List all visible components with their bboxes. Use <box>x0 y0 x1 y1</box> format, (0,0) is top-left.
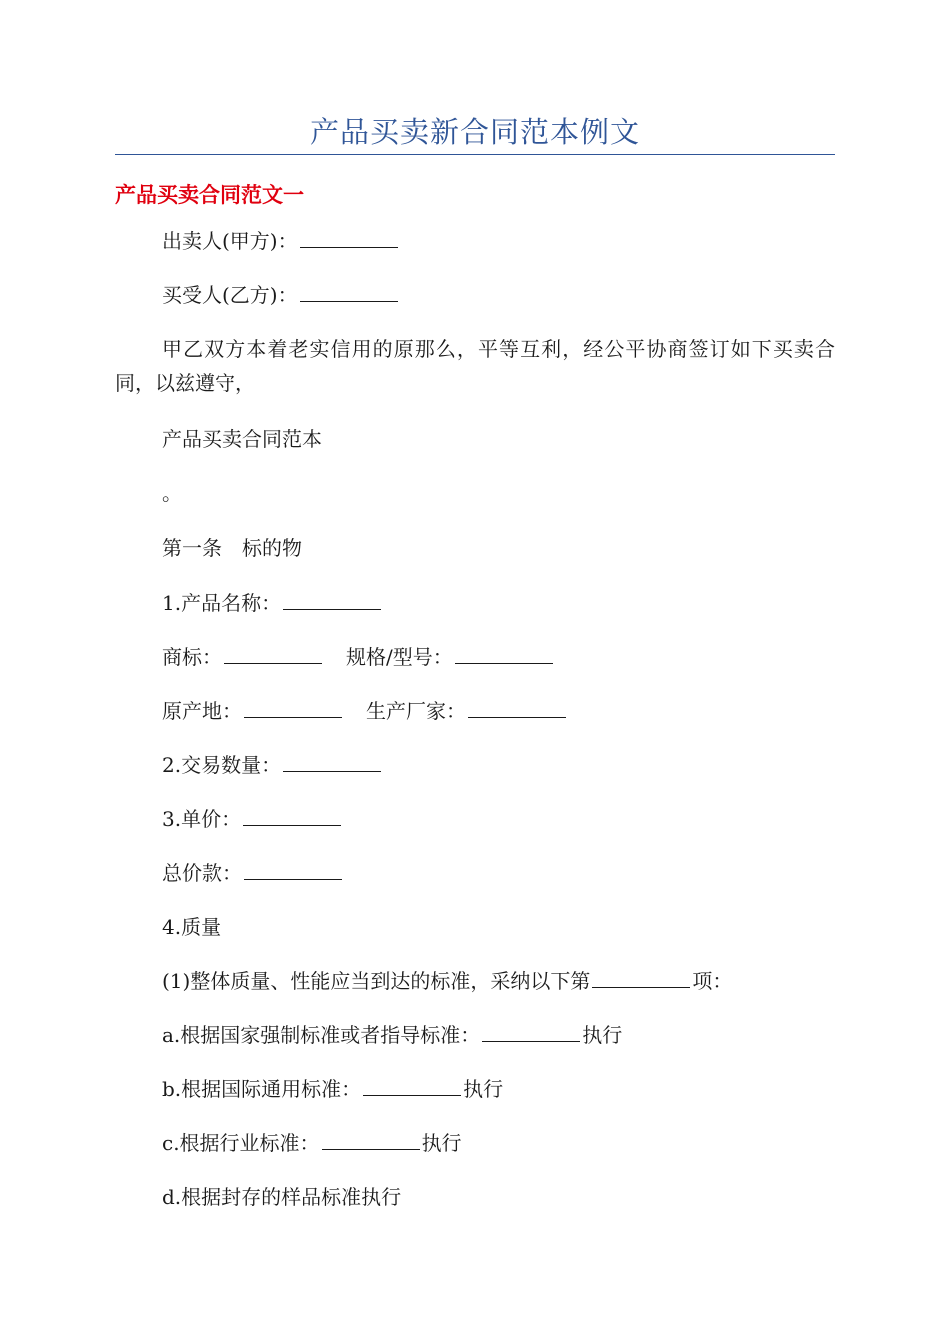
origin-label: 原产地： <box>162 699 242 723</box>
standard-c-line <box>162 1126 462 1160</box>
standard-b-text: b.根据国际通用标准： <box>162 1077 362 1101</box>
total-price-blank <box>244 859 342 880</box>
standard-b-line <box>162 1072 503 1106</box>
spec-blank <box>455 643 553 664</box>
standard-d-line: d.根据封存的样品标准执行 <box>162 1185 402 1209</box>
product-name-label: 1.产品名称： <box>162 591 282 615</box>
standard-b-suffix: 执行 <box>463 1077 504 1101</box>
manufacturer-blank <box>468 697 566 718</box>
buyer-line <box>162 278 400 312</box>
article-one-heading: 第一条 标的物 <box>162 536 302 560</box>
product-name-line <box>162 586 383 620</box>
seller-label: 出卖人(甲方)： <box>162 229 298 253</box>
quality-heading: 4.质量 <box>162 915 222 939</box>
product-name-blank <box>283 589 381 610</box>
intro-paragraph: 甲乙双方本着老实信用的原那么，平等互利，经公平协商签订如下买卖合同，以兹遵守， <box>115 337 835 395</box>
standard-c-blank <box>322 1129 420 1150</box>
title-underline <box>115 154 835 155</box>
standard-c-text: c.根据行业标准： <box>162 1131 320 1155</box>
section-heading: 产品买卖合同范文一 <box>115 183 304 207</box>
standard-b-blank <box>363 1075 461 1096</box>
quantity-label: 2.交易数量： <box>162 753 282 777</box>
seller-line <box>162 224 400 258</box>
document-title: 产品买卖新合同范本例文 <box>309 115 640 149</box>
spec-label: 规格/型号： <box>346 645 453 669</box>
seller-blank <box>300 227 398 248</box>
standard-a-blank <box>482 1021 580 1042</box>
manufacturer-label: 生产厂家： <box>366 699 466 723</box>
total-price-line <box>162 856 344 890</box>
origin-manufacturer-line <box>162 694 568 728</box>
quality-item-1-blank <box>592 967 690 988</box>
period-mark: 。 <box>162 481 182 505</box>
buyer-blank <box>300 281 398 302</box>
standard-a-line <box>162 1018 622 1052</box>
quantity-blank <box>283 751 381 772</box>
quality-item-1 <box>162 964 732 998</box>
origin-blank <box>244 697 342 718</box>
buyer-label: 买受人(乙方)： <box>162 283 298 307</box>
template-label: 产品买卖合同范本 <box>162 427 322 451</box>
standard-a-suffix: 执行 <box>582 1023 623 1047</box>
unit-price-line <box>162 802 343 836</box>
quality-item-1-text: (1)整体质量、性能应当到达的标准，采纳以下第 <box>162 969 591 993</box>
standard-a-text: a.根据国家强制标准或者指导标准： <box>162 1023 481 1047</box>
trademark-spec-line <box>162 640 555 674</box>
total-price-label: 总价款： <box>162 861 242 885</box>
trademark-blank <box>224 643 322 664</box>
quality-item-1-suffix: 项： <box>692 969 733 993</box>
quantity-line <box>162 748 383 782</box>
standard-c-suffix: 执行 <box>421 1131 462 1155</box>
trademark-label: 商标： <box>162 645 222 669</box>
unit-price-label: 3.单价： <box>162 807 242 831</box>
unit-price-blank <box>243 805 341 826</box>
